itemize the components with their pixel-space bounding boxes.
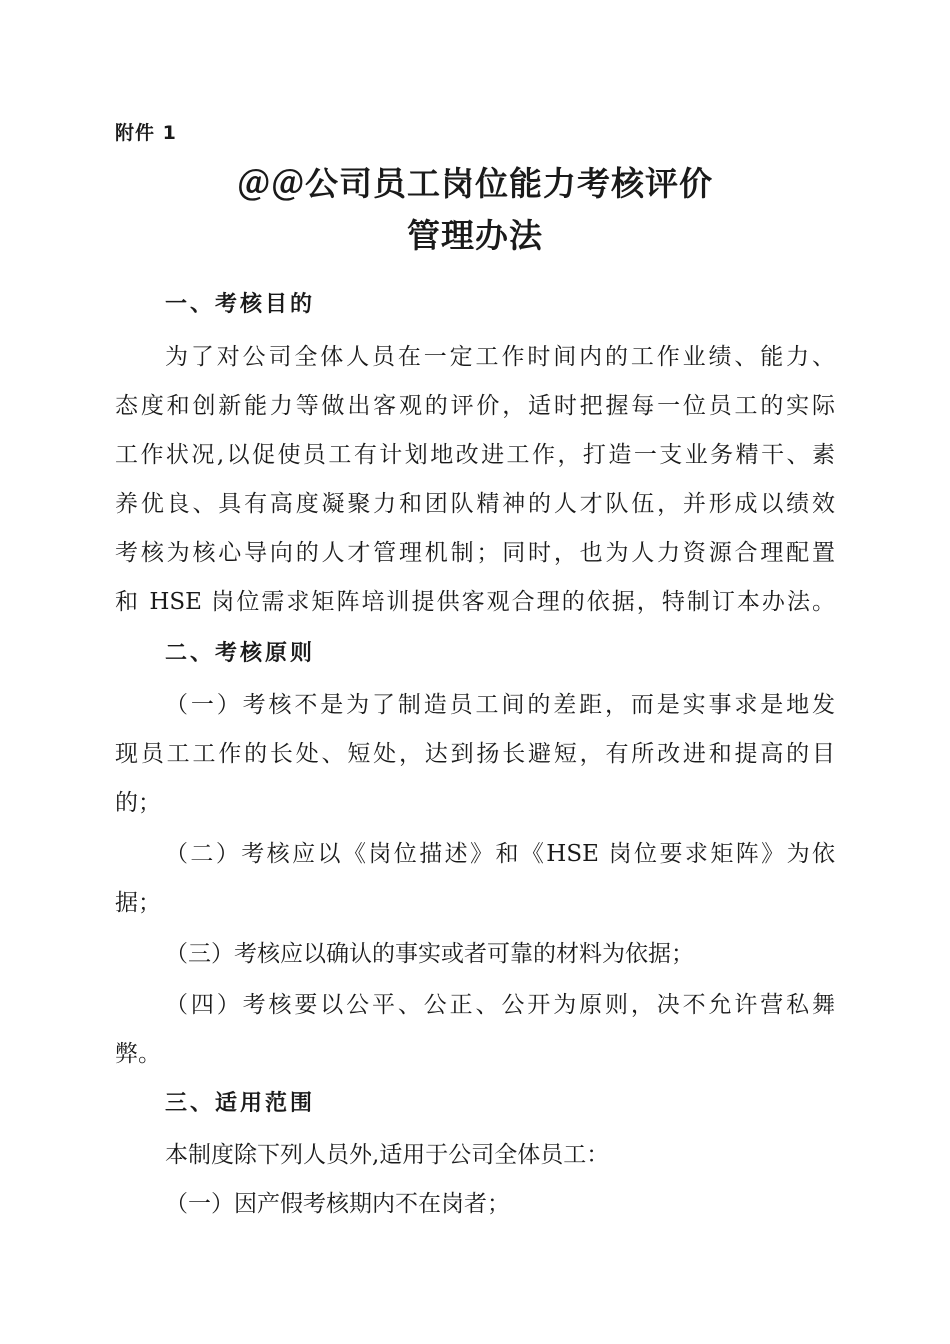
principle-item-4-line: （四）考核要以公平、公正、公开为原则，决不允许营私舞 (165, 992, 835, 1018)
scope-item-1: （一）因产假考核期内不在岗者； (165, 1191, 510, 1217)
principle-item-3: （三）考核应以确认的事实或者可靠的材料为依据； (165, 941, 694, 967)
paragraph-line: 工作状况,以促使员工有计划地改进工作，打造一支业务精干、素 (115, 442, 835, 468)
principle-item-2-line: 据； (115, 890, 161, 916)
document-title-line-2: 管理办法 (407, 216, 543, 255)
section-heading-purpose: 一、考核目的 (165, 292, 316, 317)
attachment-label: 附件 1 (115, 122, 177, 144)
principle-item-2-line: （二）考核应以《岗位描述》和《HSE 岗位要求矩阵》为依 (165, 841, 835, 867)
scope-intro: 本制度除下列人员外,适用于公司全体员工： (165, 1142, 610, 1168)
paragraph-line: 养优良、具有高度凝聚力和团队精神的人才队伍，并形成以绩效 (115, 491, 835, 517)
paragraph-line: 态度和创新能力等做出客观的评价，适时把握每一位员工的实际 (115, 393, 835, 419)
principle-item-1-line: （一）考核不是为了制造员工间的差距，而是实事求是地发 (165, 692, 835, 718)
paragraph-line: 和 HSE 岗位需求矩阵培训提供客观合理的依据，特制订本办法。 (115, 589, 835, 615)
principle-item-4-line: 弊。 (115, 1041, 161, 1067)
paragraph-line: 为了对公司全体人员在一定工作时间内的工作业绩、能力、 (165, 344, 835, 370)
section-heading-scope: 三、适用范围 (165, 1091, 316, 1116)
document-title-line-1: ＠＠公司员工岗位能力考核评价 (237, 164, 713, 203)
section-heading-principles: 二、考核原则 (165, 641, 316, 666)
principle-item-1-line: 现员工工作的长处、短处，达到扬长避短，有所改进和提高的目 (115, 741, 835, 767)
principle-item-1-line: 的； (115, 790, 161, 816)
paragraph-line: 考核为核心导向的人才管理机制；同时，也为人力资源合理配置 (115, 540, 835, 566)
